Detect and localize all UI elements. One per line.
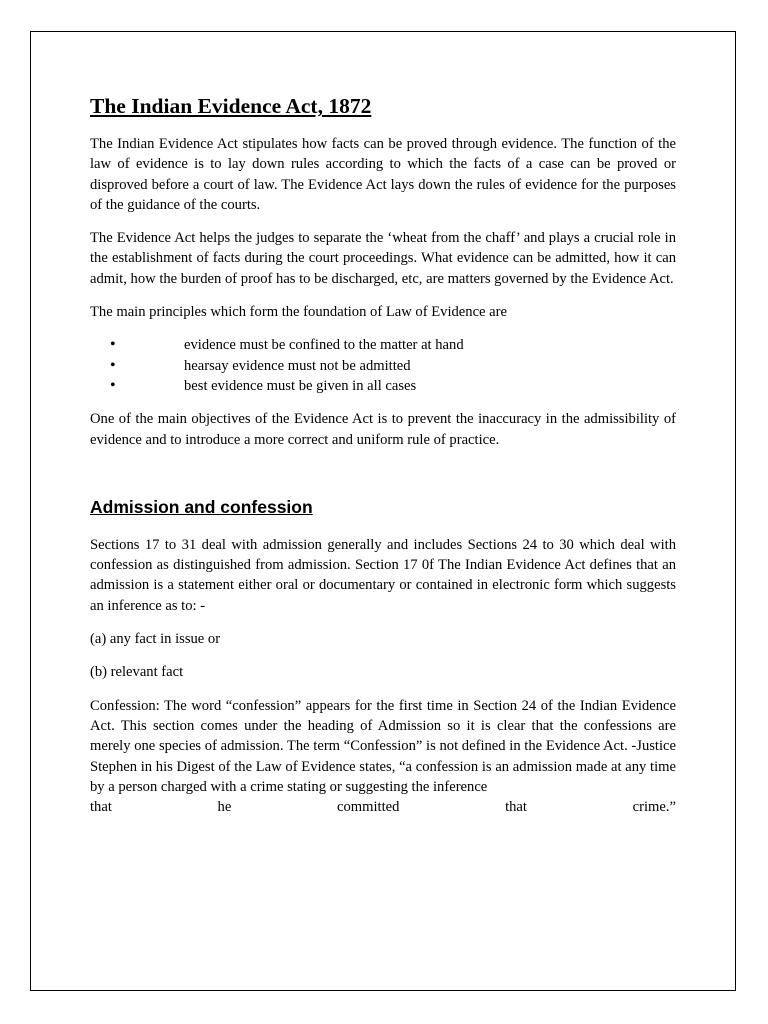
bullet-icon: • <box>110 336 116 354</box>
item-a: (a) any fact in issue or <box>90 631 221 648</box>
bullet-icon: • <box>110 356 116 374</box>
paragraph-objective: One of the main objectives of the Evidence Act is to prevent the inaccuracy in the admissibility of evidence and to introduce a more correct and uniform rule of practice. <box>90 411 676 448</box>
item-b: (b) relevant fact <box>90 664 184 681</box>
word: crime.” <box>632 799 676 816</box>
list-item-text: evidence must be confined to the matter at hand <box>184 337 464 354</box>
list-item <box>90 356 676 376</box>
word: that <box>505 799 527 816</box>
confession-last-line <box>90 797 676 817</box>
document-body <box>90 92 676 817</box>
bullet-icon: • <box>110 376 116 394</box>
paragraph-intro: The Indian Evidence Act stipulates how facts can be proved through evidence. The function of the law of evidence is to lay down rules according to which the facts of a case can be proved or disproved before a court of law. The Evidence Act lays down the rules of evidence for the purposes of the guidance of the courts. <box>90 136 676 213</box>
list-item-text: best evidence must be given in all cases <box>184 377 417 394</box>
section-heading: Admission and confession <box>90 496 313 517</box>
word: that <box>90 799 112 816</box>
list-item <box>90 376 676 396</box>
list-item-text: hearsay evidence must not be admitted <box>184 357 411 374</box>
list-item <box>90 335 676 355</box>
paragraph-judges: The Evidence Act helps the judges to separate the ‘wheat from the chaff’ and plays a crucial role in the establishment of facts during the court proceedings. What evidence can be admitted, how it can admit, how the burden of proof has to be discharged, etc, are matters governed by the Evidence Act. <box>90 230 676 287</box>
paragraph-principles-lead: The main principles which form the foundation of Law of Evidence are <box>90 304 507 321</box>
document-title: The Indian Evidence Act, 1872 <box>90 94 372 118</box>
paragraph-admission-intro: Sections 17 to 31 deal with admission generally and includes Sections 24 to 30 which deal with confession as distinguished from admission. Section 17 0f The Indian Evidence Act defines that an admission is a statement either oral or documentary or contained in electronic form which suggests an inference as to: - <box>90 536 676 614</box>
word: committed <box>336 799 400 816</box>
principles-list <box>90 335 676 396</box>
word: he <box>217 799 232 816</box>
paragraph-confession: Confession: The word “confession” appears for the first time in Section 24 of the Indian Evidence Act. This section comes under the heading of Admission so it is clear that the confessions are merely one species of admission. The term “Confession” is not defined in the Evidence Act. -Justice Stephen in his Digest of the Law of Evidence states, “a confession is an admission made at any time by a person charged with a crime stating or suggesting the inference <box>90 697 676 795</box>
